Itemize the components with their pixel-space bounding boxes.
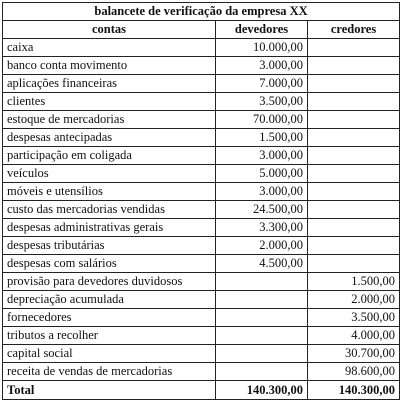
debit-cell: 4.500,00 [216,255,308,273]
account-name-cell: aplicações financeiras [3,75,216,93]
debit-cell: 1.500,00 [216,129,308,147]
table-row [3,129,400,147]
account-name-cell: despesas com salários [3,255,216,273]
table-row [3,165,400,183]
account-name-cell: móveis e utensílios [3,183,216,201]
debit-cell: 3.300,00 [216,219,308,237]
debit-cell [216,291,308,309]
credit-cell [308,129,400,147]
credit-cell [308,165,400,183]
total-credores: 140.300,00 [308,381,400,400]
account-name-cell: participação em coligada [3,147,216,165]
table-row [3,345,400,363]
account-name-cell: receita de vendas de mercadorias [3,363,216,381]
account-name-cell: despesas tributárias [3,237,216,255]
table-body [3,39,400,381]
table-row [3,183,400,201]
credit-cell: 3.500,00 [308,309,400,327]
credit-cell [308,75,400,93]
table-row [3,237,400,255]
account-name-cell: caixa [3,39,216,57]
header-contas: contas [3,21,216,39]
debit-cell: 5.000,00 [216,165,308,183]
account-name-cell: provisão para devedores duvidosos [3,273,216,291]
table-row [3,291,400,309]
account-name-cell: despesas antecipadas [3,129,216,147]
debit-cell [216,327,308,345]
credit-cell [308,219,400,237]
debit-cell [216,345,308,363]
account-name-cell: depreciação acumulada [3,291,216,309]
table-row [3,219,400,237]
account-name-cell: banco conta movimento [3,57,216,75]
table-row [3,111,400,129]
credit-cell [308,255,400,273]
header-devedores: devedores [216,21,308,39]
credit-cell: 4.000,00 [308,327,400,345]
header-credores: credores [308,21,400,39]
debit-cell: 3.000,00 [216,183,308,201]
table-row [3,201,400,219]
credit-cell: 30.700,00 [308,345,400,363]
debit-cell: 3.000,00 [216,147,308,165]
credit-cell [308,57,400,75]
credit-cell [308,111,400,129]
debit-cell: 24.500,00 [216,201,308,219]
header-row [3,21,400,39]
table-row [3,327,400,345]
balancete-document [2,2,400,400]
credit-cell: 98.600,00 [308,363,400,381]
credit-cell [308,237,400,255]
table-row [3,273,400,291]
credit-cell: 1.500,00 [308,273,400,291]
debit-cell: 7.000,00 [216,75,308,93]
account-name-cell: custo das mercadorias vendidas [3,201,216,219]
title-row [3,3,400,21]
table-row [3,147,400,165]
debit-cell [216,363,308,381]
credit-cell [308,93,400,111]
balancete-table [2,2,400,400]
account-name-cell: despesas administrativas gerais [3,219,216,237]
account-name-cell: estoque de mercadorias [3,111,216,129]
table-row [3,39,400,57]
debit-cell [216,273,308,291]
total-label: Total [3,381,216,400]
debit-cell: 3.500,00 [216,93,308,111]
debit-cell: 3.000,00 [216,57,308,75]
debit-cell [216,309,308,327]
credit-cell [308,183,400,201]
table-row [3,75,400,93]
table-row [3,363,400,381]
total-row [3,381,400,400]
account-name-cell: veículos [3,165,216,183]
debit-cell: 2.000,00 [216,237,308,255]
table-title: balancete de verificação da empresa XX [3,3,400,21]
total-devedores: 140.300,00 [216,381,308,400]
debit-cell: 10.000,00 [216,39,308,57]
account-name-cell: tributos a recolher [3,327,216,345]
table-row [3,57,400,75]
credit-cell [308,201,400,219]
table-row [3,255,400,273]
debit-cell: 70.000,00 [216,111,308,129]
account-name-cell: fornecedores [3,309,216,327]
credit-cell [308,147,400,165]
account-name-cell: clientes [3,93,216,111]
credit-cell [308,39,400,57]
table-row [3,93,400,111]
credit-cell: 2.000,00 [308,291,400,309]
account-name-cell: capital social [3,345,216,363]
table-row [3,309,400,327]
